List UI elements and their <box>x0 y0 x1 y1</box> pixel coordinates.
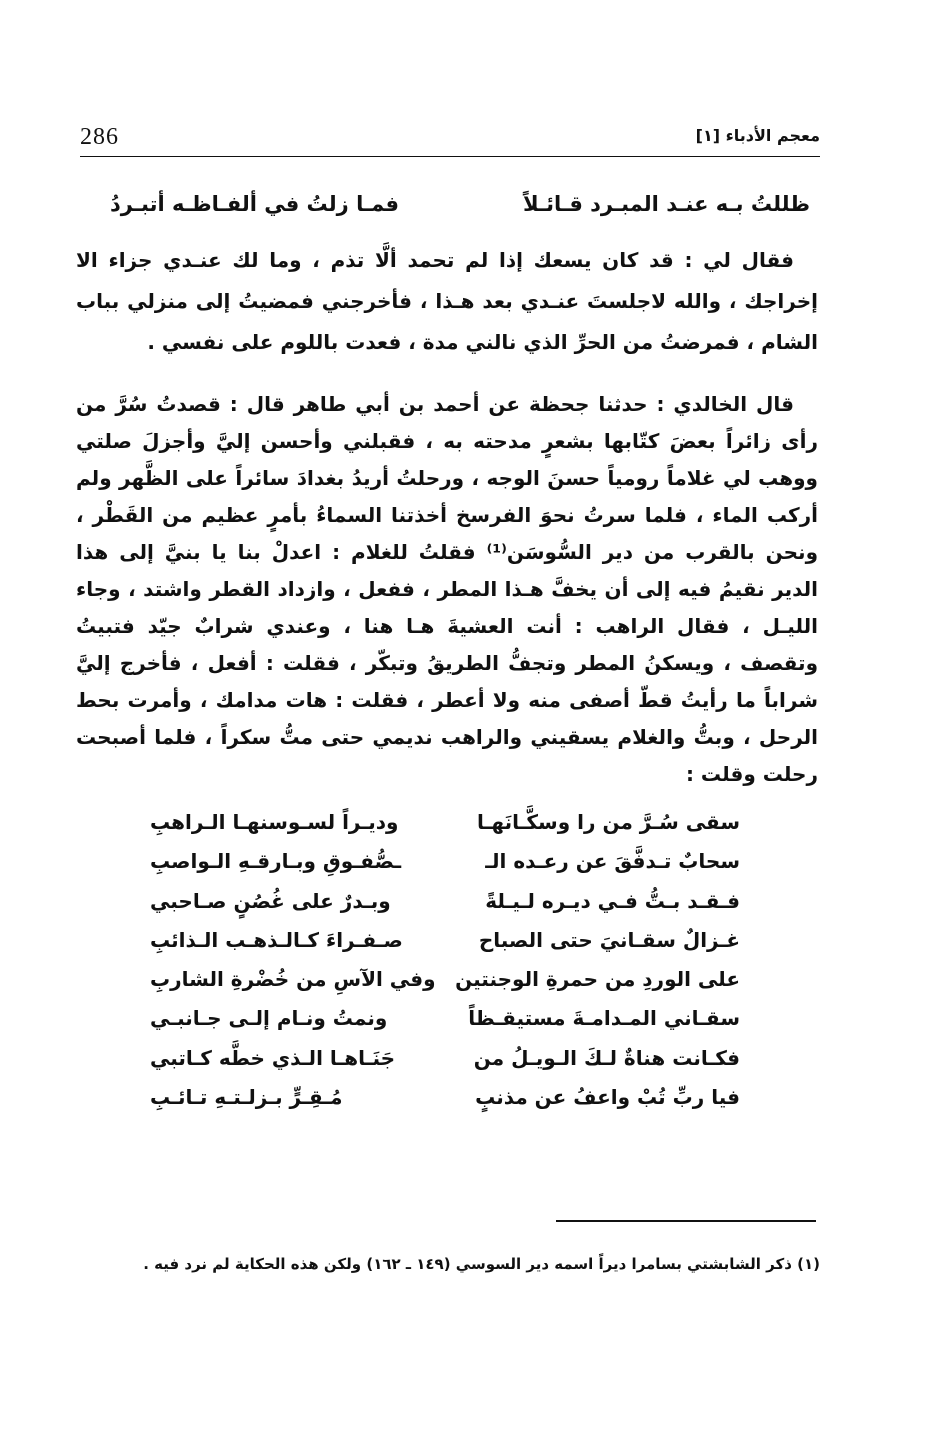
poem-line <box>150 810 740 849</box>
poem-line <box>150 889 740 928</box>
page-number: 286 <box>80 124 119 150</box>
opening-verse <box>110 192 810 232</box>
paragraph-1: فقال لي : قد كان يسعك إذا لم تحمد ألَّا تذم ، وما لك عنـدي جزاء الا إخراجك ، والله لاجلستَ عنـدي بعد هـذا ، فأخرجني فمضيتُ إلى منزلي بباب الشام ، فمرضتُ من الحرِّ الذي نالني مدة ، فعدت باللوم على نفسي . <box>76 248 818 354</box>
paragraph-2: قال الخالدي : حدثنا جحظة عن أحمد بن أبي طاهر قال : قصدتُ سُرَّ من رأى زائراً بعضَ كتّابها بشعرٍ مدحته به ، فقبلني وأحسن إليَّ وأجزلَ صلتي ووهب لي غلاماً رومياً حسنَ الوجه ، ورحلتُ أريدُ بغدادَ سائراً على الظَّهر ولم أركب الماء ، فلما سرتُ نحوَ الفرسخ أخذتنا السماءُ بأمرٍ عظيم من القَطْر ، ونحن بالقرب من دير السُّوسَن⁽¹⁾ فقلتُ للغلام : اعدلْ بنا يا بنيَّ إلى هذا الدير نقيمُ فيه إلى أن يخفَّ هـذا المطر ، ففعل ، وازداد القطر واشتد ، وجاء الليـل ، فقال الراهب : أنت العشيةَ هـا هنا ، وعندي شرابٌ جيّد فتبيتُ وتقصف ، ويسكنُ المطر وتجفُّ الطريقُ وتبكّر ، فقلت : أفعل ، فأخرج إليَّ شراباً ما رأيتُ قطّ أصفى منه ولا أعطر ، فقلت : هات مدامك ، وأمرت بحط الرحل ، وبتُّ والغلام يسقيني والراهب نديمي حتى متُّ سكراً ، فلما أصبحت رحلت وقلت : <box>76 392 818 786</box>
page-header <box>80 122 820 156</box>
footnote: (١) ذكر الشابشتي بسامرا ديراً اسمه دير السوسي (١٤٩ ـ ١٦٢) ولكن هذه الحكاية لم نرد فيه . <box>143 1255 820 1273</box>
verse-second-hemistich: فمـا زلتُ في ألفـاظـه أتبـردُ <box>110 192 399 216</box>
poem <box>150 810 740 1124</box>
header-divider <box>80 156 820 157</box>
poem-line <box>150 928 740 967</box>
running-title: معجم الأدباء [١] <box>695 126 820 145</box>
poem-second-hemistich: ونمتُ ونـام إلـى جـانبـي <box>150 1006 388 1031</box>
poem-line <box>150 967 740 1006</box>
poem-line <box>150 1046 740 1085</box>
poem-second-hemistich: مُـقِـرٍّ بـزلـتـهِ تـائـبِ <box>150 1085 343 1110</box>
verse-first-hemistich: ظللتُ بـه عنـد المبـرد قـائـلاً <box>523 192 810 216</box>
poem-first-hemistich: سحابٌ تـدفَّقَ عن رعـده الـ <box>485 849 740 874</box>
poem-first-hemistich: سقى سُـرَّ من را وسكَّـانَهـا <box>477 810 740 834</box>
poem-line <box>150 1006 740 1045</box>
poem-first-hemistich: على الوردِ من حمرةِ الوجنتين <box>455 967 740 992</box>
poem-second-hemistich: وبـدرٌ على غُصُنٍ صـاحبي <box>150 888 391 913</box>
poem-first-hemistich: غـزالٌ سقـانيَ حتى الصباح <box>478 927 740 952</box>
poem-line <box>150 849 740 888</box>
poem-first-hemistich: سقـاني المـدامـةَ مستيقـظاً <box>468 1006 740 1031</box>
poem-line <box>150 1085 740 1124</box>
poem-first-hemistich: فكـانت هناةٌ لـكَ الـويـلُ من <box>473 1045 740 1070</box>
poem-second-hemistich: وفي الآسِ من خُضْرةِ الشاربِ <box>150 967 436 992</box>
poem-second-hemistich: صـفـراءَ كـالـذهـب الـذائبِ <box>150 927 403 952</box>
poem-second-hemistich: وديـراً لسـوسنهـا الـراهبِ <box>150 810 399 834</box>
poem-first-hemistich: فـقـد بـتُّ فـي ديـره لـيـلةً <box>485 888 740 913</box>
poem-first-hemistich: فيا ربِّ تُبْ واعفُ عن مذنبٍ <box>475 1085 740 1110</box>
poem-second-hemistich: ـصُّفـوقِ وبـارقـهِ الـواصبِ <box>150 849 402 874</box>
footnote-divider <box>556 1220 816 1222</box>
poem-second-hemistich: جَنَـاهـا الـذي خطَّه كـاتبي <box>150 1045 396 1070</box>
